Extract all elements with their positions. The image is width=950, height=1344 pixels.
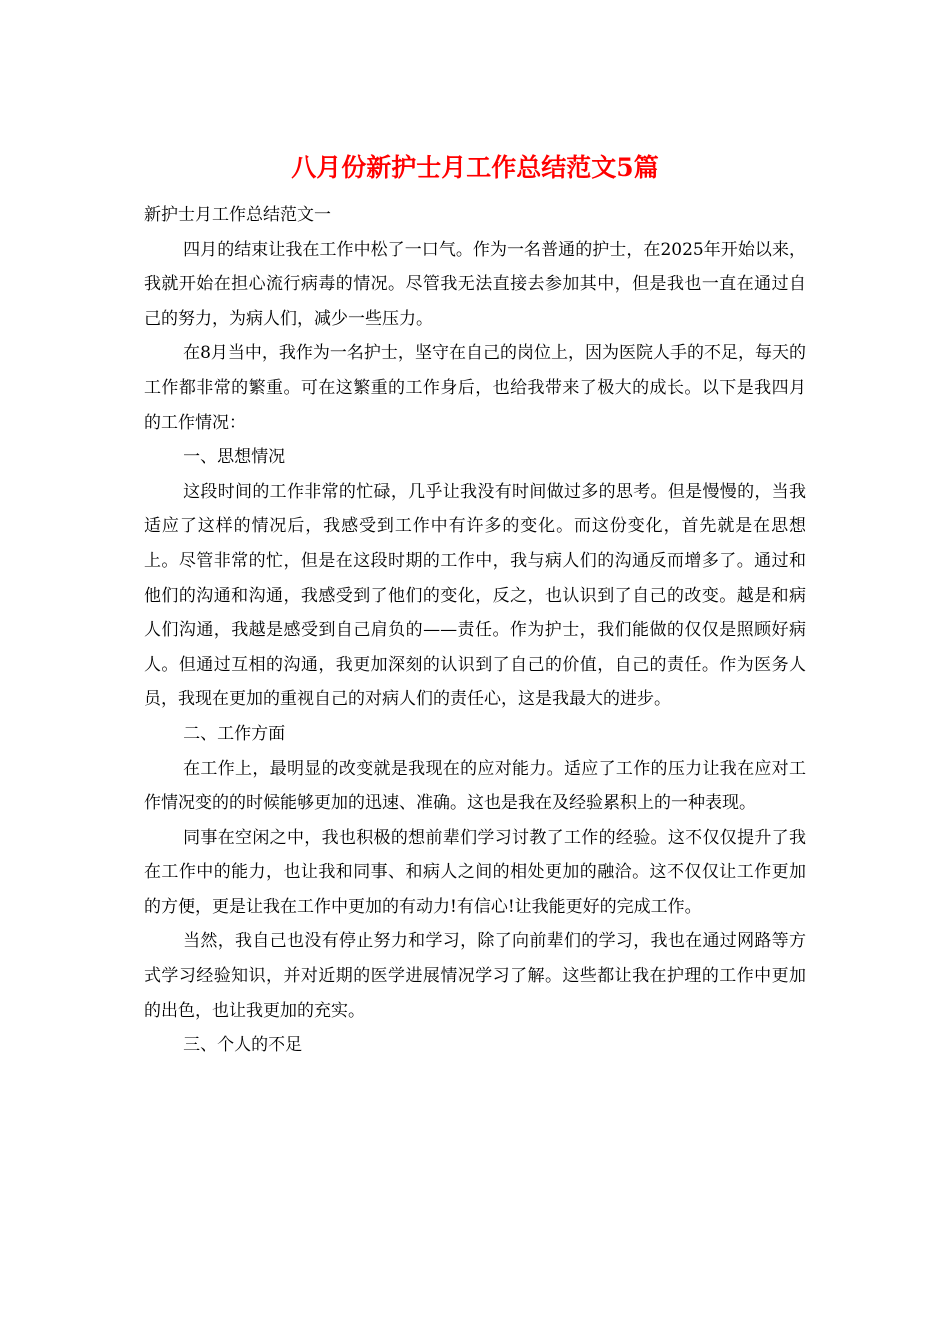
document-title: 八月份新护士月工作总结范文5篇 — [291, 153, 659, 182]
body-paragraph: 当然，我自己也没有停止努力和学习，除了向前辈们的学习，我也在通过网路等方式学习经验知识，并对近期的医学进展情况学习了解。这些都让我在护理的工作中更加的出色，也让我更加的充实。 — [144, 931, 806, 1021]
document-body — [144, 198, 806, 1063]
section-heading-thoughts: 一、思想情况 — [183, 447, 286, 468]
body-paragraph: 在8月当中，我作为一名护士，坚守在自己的岗位上，因为医院人手的不足，每天的工作都非常的繁重。可在这繁重的工作身后，也给我带来了极大的成长。以下是我四月的工作情况： — [144, 343, 806, 433]
subtitle-paragraph: 新护士月工作总结范文一 — [144, 205, 331, 225]
section-heading-work: 二、工作方面 — [183, 723, 286, 744]
body-paragraph: 这段时间的工作非常的忙碌，几乎让我没有时间做过多的思考。但是慢慢的，当我适应了这样的情况后，我感受到工作中有许多的变化。而这份变化，首先就是在思想上。尽管非常的忙，但是在这段时期的工作中，我与病人们的沟通反而增多了。通过和他们的沟通和沟通，我感受到了他们的变化，反之，也认识到了自己的改变。越是和病人们沟通，我越是感受到自己肩负的——责任。作为护士，我们能做的仅仅是照顾好病人。但通过互相的沟通，我更加深刻的认识到了自己的价值，自己的责任。作为医务人员，我现在更加的重视自己的对病人们的责任心，这是我最大的进步。 — [144, 481, 806, 710]
body-paragraph: 同事在空闲之中，我也积极的想前辈们学习讨教了工作的经验。这不仅仅提升了我在工作中的能力，也让我和同事、和病人之间的相处更加的融洽。这不仅仅让工作更加的方便，更是让我在工作中更加的有动力!有信心!让我能更好的完成工作。 — [144, 827, 806, 917]
section-heading-shortcomings: 三、个人的不足 — [183, 1035, 303, 1056]
body-paragraph: 四月的结束让我在工作中松了一口气。作为一名普通的护士，在2025年开始以来，我就开始在担心流行病毒的情况。尽管我无法直接去参加其中，但是我也一直在通过自己的努力，为病人们，减少一些压力。 — [144, 239, 806, 329]
body-paragraph: 在工作上，最明显的改变就是我现在的应对能力。适应了工作的压力让我在应对工作情况变的的时候能够更加的迅速、准确。这也是我在及经验累积上的一种表现。 — [144, 758, 806, 814]
